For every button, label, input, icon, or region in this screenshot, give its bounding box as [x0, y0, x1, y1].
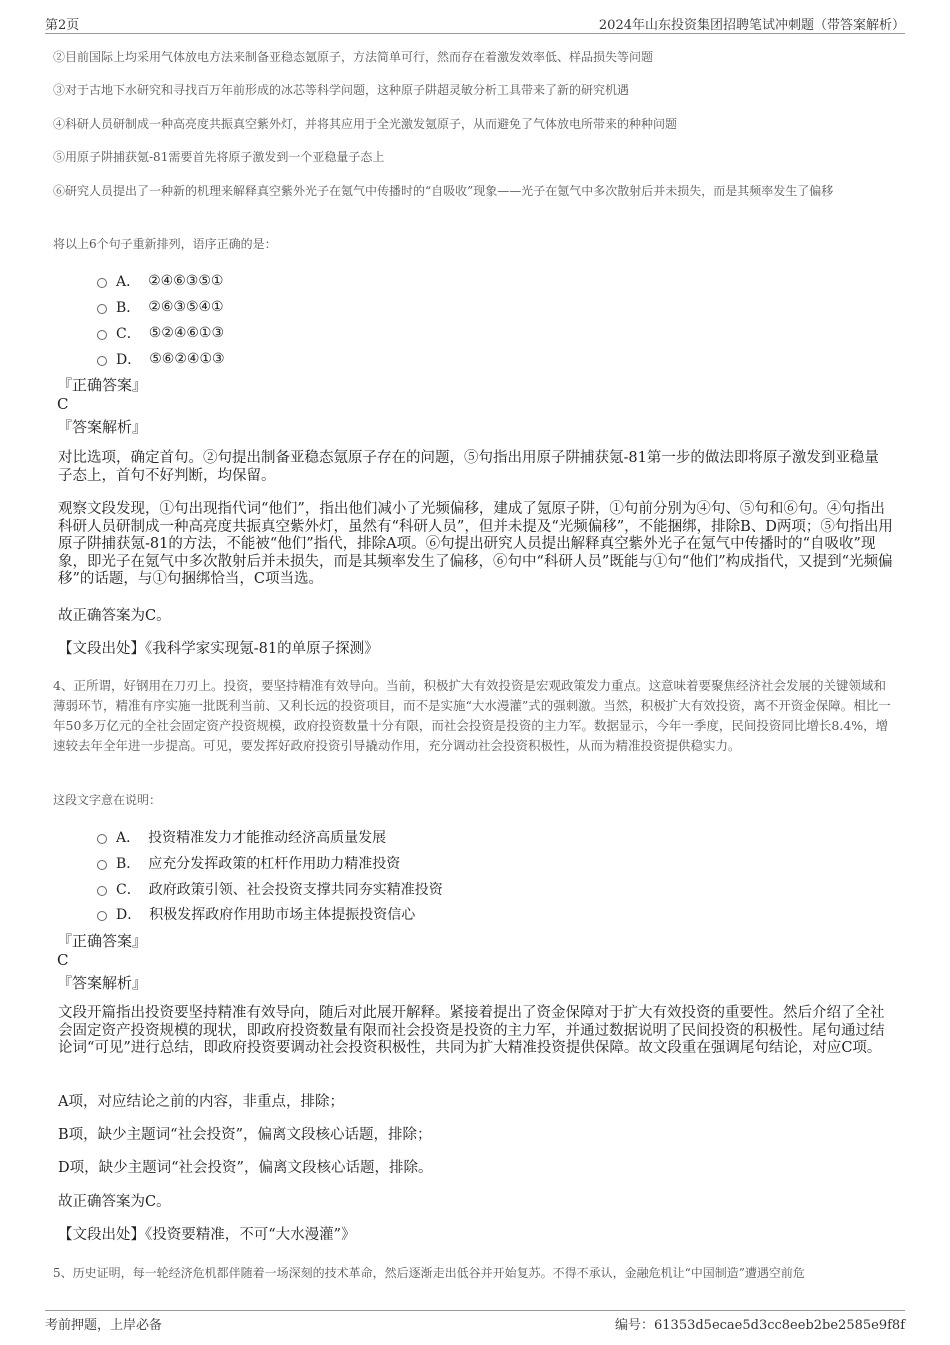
radio-icon[interactable]	[97, 278, 107, 288]
option-d[interactable]	[97, 904, 415, 924]
option-text: ⑤⑥②④①③	[149, 351, 225, 367]
option-b[interactable]	[97, 853, 400, 873]
sentence-4: ④科研人员研制成一种高亮度共振真空紫外灯，并将其应用于全光激发氪原子，从而避免了气体放电所带来的种种问题	[53, 117, 678, 131]
option-b[interactable]	[97, 297, 224, 317]
radio-icon[interactable]	[97, 886, 107, 896]
answer-label: 『正确答案』	[57, 932, 148, 950]
page-number: 第2页	[45, 18, 80, 33]
sentence-3: ③对于古地下水研究和寻找百万年前形成的冰芯等科学问题，这种原子阱超灵敏分析工具带来了新的研究机遇	[53, 83, 630, 97]
option-a[interactable]	[97, 827, 386, 847]
option-letter: A．	[116, 830, 141, 846]
sentence-6: ⑥研究人员提出了一种新的机理来解释真空紫外光子在氪气中传播时的“自吸收”现象——光子在氪气中多次散射后并未损失，而是其频率发生了偏移	[53, 184, 834, 198]
answer-value: C	[57, 395, 69, 413]
option-letter: A．	[116, 274, 141, 290]
option-c[interactable]	[97, 879, 443, 899]
analysis-label: 『答案解析』	[57, 974, 148, 992]
answer-label: 『正确答案』	[57, 376, 148, 394]
footer-slogan: 考前押题，上岸必备	[45, 1318, 163, 1333]
source-citation: 【文段出处】《我科学家实现氪-81的单原子探测》	[58, 641, 379, 657]
option-letter: C．	[116, 326, 141, 342]
document-title: 2024年山东投资集团招聘笔试冲刺题（带答案解析）	[598, 18, 905, 33]
sentence-2: ②目前国际上均采用气体放电方法来制备亚稳态氪原子，方法简单可行，然而存在着激发效率低、样品损失等问题	[53, 50, 654, 64]
analysis-option-d: D项，缺少主题词“社会投资”，偏离文段核心话题，排除。	[58, 1160, 433, 1176]
option-a[interactable]	[97, 271, 223, 291]
option-letter: B．	[116, 856, 141, 872]
question-prompt: 将以上6个句子重新排列，语序正确的是：	[53, 237, 277, 251]
sentence-5: ⑤用原子阱捕获氪-81需要首先将原子激发到一个亚稳量子态上	[53, 150, 385, 164]
option-text: ②⑥③⑤④①	[148, 299, 224, 315]
question-prompt: 这段文字意在说明：	[53, 793, 162, 807]
header-divider	[45, 33, 905, 34]
analysis-paragraph: 对比选项，确定首句。②句提出制备亚稳态氪原子存在的问题，⑤句指出用原子阱捕获氪-81第一步的做法即将原子激发到亚稳量子态上，首句不好判断，均保留。	[58, 450, 879, 484]
option-text: 积极发挥政府作用助市场主体提振投资信心	[149, 907, 416, 923]
analysis-option-b: B项，缺少主题词“社会投资”，偏离文段核心话题，排除；	[58, 1127, 432, 1143]
option-letter: C．	[116, 882, 141, 898]
analysis-label: 『答案解析』	[57, 418, 148, 436]
radio-icon[interactable]	[97, 304, 107, 314]
option-text: 应充分发挥政策的杠杆作用助力精准投资	[148, 856, 401, 872]
analysis-conclusion: 故正确答案为C。	[58, 1194, 171, 1210]
option-text: 政府政策引领、社会投资支撑共同夯实精准投资	[148, 882, 443, 898]
option-d[interactable]	[97, 349, 225, 369]
analysis-paragraph: 观察文段发现，①句出现指代词“他们”，指出他们减小了光频偏移，建成了氪原子阱，①句前分别为④句、⑤句和⑥句。④句指出科研人员研制成一种高亮度共振真空紫外灯，虽然有“科研人员”，但并未提及“光频偏移”，不能捆绑，排除B、D两项；⑤句指出用原子阱捕获氪-81的方法，不能被“他们”指代，排除A项。⑥句提出研究人员提出解释真空紫外光子在氪气中传播时的“自吸收”现象，即光子在氪气中多次散射后并未损失，而是其频率发生了偏移，⑥句中“科研人员”既能与①句“他们”构成指代，又提到“光频偏移”的话题，与①句捆绑恰当，C项当选。	[58, 501, 893, 587]
option-c[interactable]	[97, 323, 224, 343]
source-citation: 【文段出处】《投资要精准，不可“大水漫灌”》	[58, 1227, 356, 1243]
answer-value: C	[57, 951, 69, 969]
option-letter: D．	[116, 907, 142, 923]
radio-icon[interactable]	[97, 834, 107, 844]
option-letter: D．	[116, 352, 142, 368]
footer-divider	[45, 1310, 905, 1311]
document-id: 编号：61353d5ecae5d3cc8eeb2be2585e9f8f	[615, 1318, 905, 1333]
analysis-conclusion: 故正确答案为C。	[58, 608, 171, 624]
radio-icon[interactable]	[97, 860, 107, 870]
radio-icon[interactable]	[97, 330, 107, 340]
option-text: ②④⑥③⑤①	[148, 273, 224, 289]
option-text: 投资精准发力才能推动经济高质量发展	[148, 830, 387, 846]
option-letter: B．	[116, 300, 141, 316]
question-4-text: 4、正所谓，好钢用在刀刃上。投资，要坚持精准有效导向。当前，积极扩大有效投资是宏观政策发力重点。这意味着要聚焦经济社会发展的关键领域和薄弱环节，精准有序实施一批既利当前、又利长远的投资项目，而不是实施“大水漫灌”式的强刺激。当然，积极扩大有效投资，离不开资金保障。相比一年50多万亿元的全社会固定资产投资规模，政府投资数量十分有限，而社会投资是投资的主力军。数据显示，今年一季度，民间投资同比增长8.4%，增速较去年全年进一步提高。可见，要发挥好政府投资引导撬动作用，充分调动社会投资积极性，从而为精准投资提供稳实力。	[53, 678, 891, 753]
question-5-text: 5、历史证明，每一轮经济危机都伴随着一场深刻的技术革命，然后逐渐走出低谷并开始复苏。不得不承认，金融危机让“中国制造”遭遇空前危	[53, 1266, 805, 1280]
radio-icon[interactable]	[97, 911, 107, 921]
radio-icon[interactable]	[97, 356, 107, 366]
analysis-paragraph: 文段开篇指出投资要坚持精准有效导向，随后对此展开解释。紧接着提出了资金保障对于扩大有效投资的重要性。然后介绍了全社会固定资产投资规模的现状，即政府投资数量有限而社会投资是投资的主力军，并通过数据说明了民间投资的积极性。尾句通过结论词“可见”进行总结，即政府投资要调动社会投资积极性，共同为扩大精准投资提供保障。故文段重在强调尾句结论，对应C项。	[58, 1005, 885, 1056]
option-text: ⑤②④⑥①③	[148, 325, 225, 341]
analysis-option-a: A项，对应结论之前的内容，非重点，排除；	[58, 1094, 344, 1110]
